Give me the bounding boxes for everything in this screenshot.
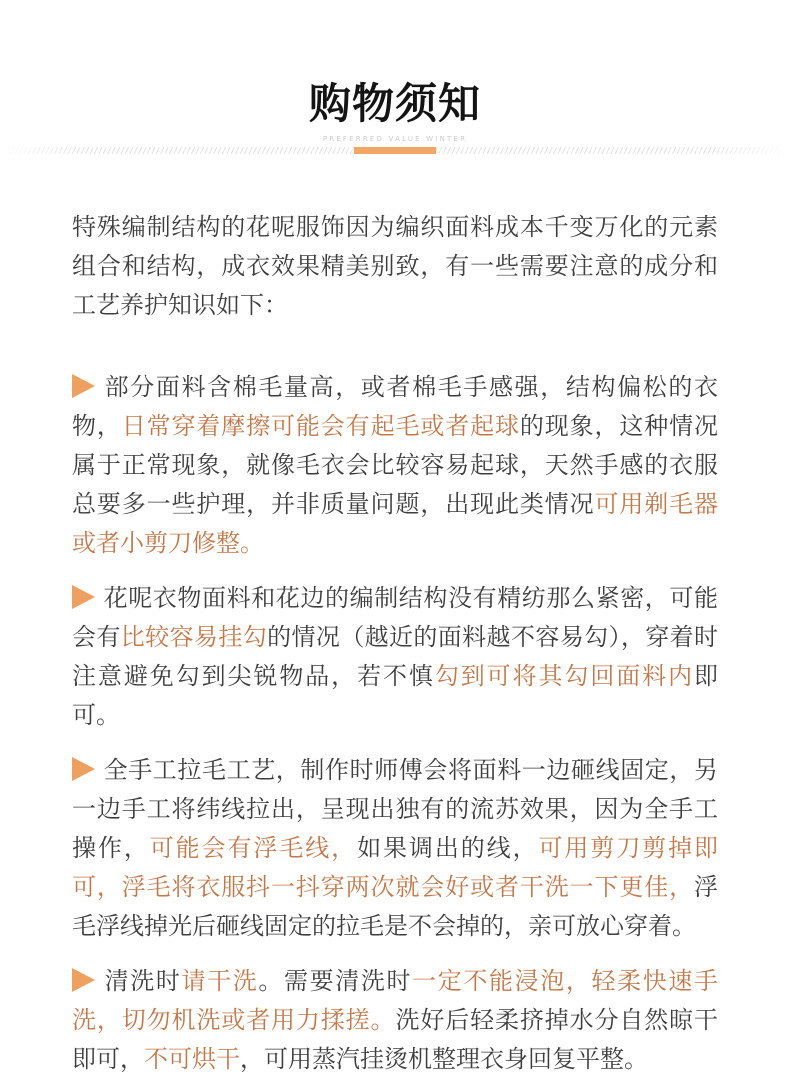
notice-text-segment: 全手工拉毛工艺，制作时师傅会将面料一边砸线固定，另一边手工将纬线拉出，呈现出独有的流苏效果，因为全手工操作， bbox=[72, 756, 718, 863]
arrow-right-icon bbox=[72, 585, 95, 609]
notice-content bbox=[72, 208, 718, 1079]
notice-text-segment: 即可。 bbox=[72, 662, 719, 730]
notice-text-highlight: 日常穿着摩擦可能会有起毛或者起球 bbox=[121, 412, 520, 441]
notice-text-segment: 部分面料含棉毛量高，或者棉毛手感强，结构偏松的衣物， bbox=[72, 373, 718, 441]
notice-text-segment: 花呢衣物面料和花边的编制结构没有精纺那么紧密，可能会有 bbox=[72, 584, 718, 652]
arrow-right-icon bbox=[72, 757, 95, 781]
notice-text-highlight: 可能会有浮毛线， bbox=[149, 834, 358, 863]
notice-item bbox=[72, 579, 718, 735]
header-divider-hatch-line bbox=[0, 147, 790, 154]
notice-text-segment: 洗好后轻柔挤掉水分自然晾干即可， bbox=[72, 1006, 719, 1074]
notice-text-highlight: 请干洗 bbox=[181, 967, 259, 996]
notice-item bbox=[72, 751, 718, 946]
notice-text-segment: 如果调出的线， bbox=[357, 834, 539, 863]
notice-item bbox=[72, 962, 718, 1079]
notice-item bbox=[72, 368, 718, 563]
notice-list bbox=[72, 368, 718, 1079]
arrow-right-icon bbox=[72, 968, 95, 992]
page-title: 购物须知 bbox=[308, 79, 481, 128]
notice-text-segment: 浮毛浮线掉光后砸线固定的拉毛是不会掉的，亲可放心穿着。 bbox=[72, 873, 718, 941]
notice-text-highlight: 可用剃毛器或者小剪刀修整。 bbox=[72, 490, 719, 558]
notice-text-segment: 。需要清洗时 bbox=[258, 967, 413, 996]
notice-text-highlight: 勾到可将其勾回面料内 bbox=[434, 662, 695, 691]
notice-text-segment: 的现象，这种情况属于正常现象，就像毛衣会比较容易起球，天然手感的衣服总要多一些护理，并非质量问题，出现此类情况 bbox=[72, 412, 719, 519]
page-subtitle: PREFERRED VALUE WINTER bbox=[322, 135, 468, 144]
notice-text-highlight: 不可烘干 bbox=[144, 1045, 240, 1074]
notice-text-highlight: 可用剪刀剪掉即可，浮毛将衣服抖一抖穿两次就会好或者干洗一下更佳， bbox=[72, 834, 719, 902]
notice-text-highlight: 比较容易挂勾 bbox=[120, 623, 268, 652]
notice-text-segment: 的情况（越近的面料越不容易勾），穿着时注意避免勾到尖锐物品，若不慎 bbox=[72, 623, 719, 691]
notice-text-segment: 清洗时 bbox=[103, 967, 182, 996]
notice-text-segment: ，可用蒸汽挂烫机整理衣身回复平整。 bbox=[240, 1045, 648, 1074]
header-divider-accent-bar bbox=[354, 147, 436, 154]
page-header bbox=[0, 0, 790, 154]
notice-text-highlight: 一定不能浸泡，轻柔快速手洗，切勿机洗或者用力揉搓。 bbox=[72, 967, 718, 1035]
arrow-right-icon bbox=[72, 374, 95, 398]
intro-paragraph: 特殊编制结构的花呢服饰因为编织面料成本千变万化的元素组合和结构，成衣效果精美别致，有一些需要注意的成分和工艺养护知识如下： bbox=[72, 213, 718, 320]
